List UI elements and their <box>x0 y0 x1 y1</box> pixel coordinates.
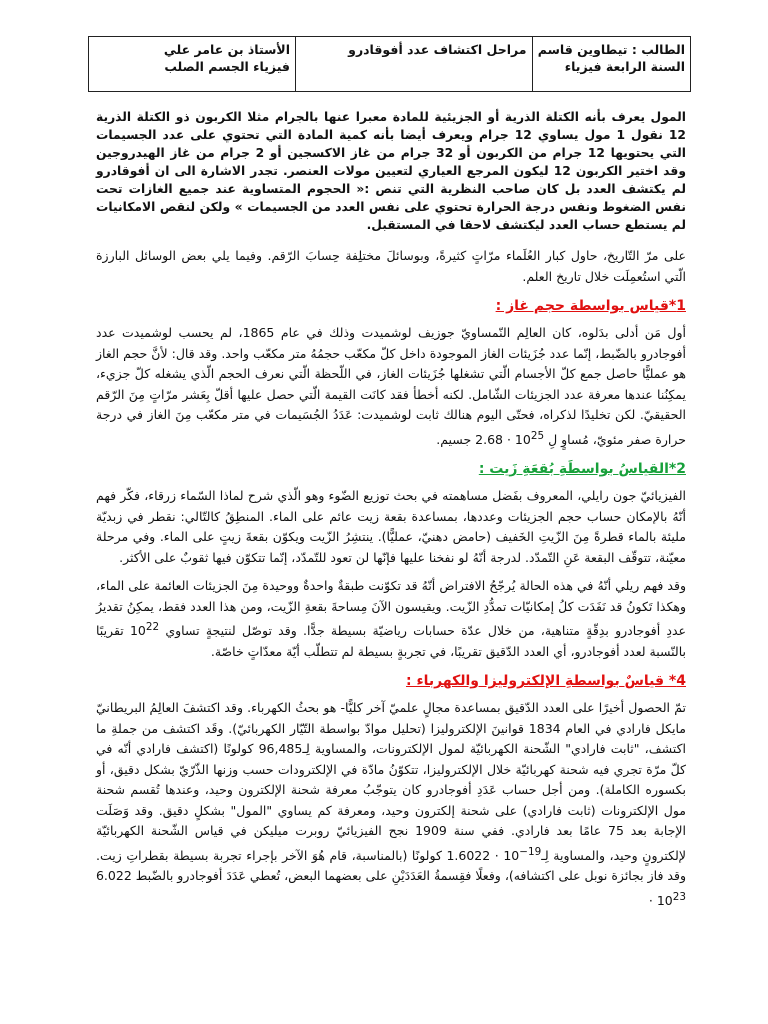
section-2-paragraph-1: الفيزيائيّ جون رايلي، المعروف بفَضل مساهمته في بحث توزيع الضّوء وهو الّذي شرح لماذا السّماء زرقاء، فكّر فهم أنّهُ بالإمكان حساب حجم الجزيئات وعددها، بمساعدة بقعة زيت عائم على الماء. المنطِقُ كالتّالي: نقطر في زبديّة مليئة بالماء قطرةً مِنَ الزّيتِ الخَفيف (حامض دهنيّ، عمليًّا). ينتشِرُ الزّيت ويكوّن بقعةَ زيتٍ على الماء. وفي مرحلة معيّنة، تتوقّف البقعة عَنِ التّمدّد. لدرجة أنّهُ لو نفخنا عليها فإنّها لن تعود للتّمدّد، إنّما تتكوّن فيها ثقوبٌ على الأكثر. <box>96 488 686 565</box>
loschmidt-exponent: 25 <box>530 429 545 442</box>
avogadro-exponent: 23 <box>672 890 686 903</box>
document-body <box>96 108 686 920</box>
topic-title: مراحل اكتشاف عدد أفوقادرو <box>348 42 527 57</box>
loschmidt-value: $2.68 \cdot 10^{25}$ <box>475 429 545 447</box>
section-2-text: وقد فهم ريلي أنّهُ في هذه الحالة يُرجّحُ الافتراض أنّهُ قد تكوّنت طبقةٌ واحدةٌ ووحيدة مِنَ الجزيئات العائمة على الماء، وهكذا تَكونُ قد نَفَدَت كلُ إمكانيّات تمدُّدِ الزّيت. ويقيسون الآنَ مِساحةَ بقعةِ الزّيت، ومن هذا العدد فقط، يمكِنُ تقديرُ عددِ أفوجادرو بدِقّةٍ متناهية، من خلال عدّة حسابات رياضيّة بسيطة جدًّا. وقد توصّل لنتيجةٍ تساوي <box>96 578 686 639</box>
section-1-text-end: جسيم. <box>436 431 476 447</box>
section-2-paragraph-2 <box>96 576 686 662</box>
section-1-heading: 1*قياس بواسطة حجم غاز : <box>495 298 686 314</box>
rayleigh-value: $10^{22}$ <box>129 621 160 639</box>
teacher-subject: فيزياء الجسم الصلب <box>164 59 290 74</box>
teacher-info-cell <box>89 37 296 92</box>
student-info-cell <box>532 37 690 92</box>
section-4-text: تمّ الحصول أخيرًا على العدد الدّقيق بمساعدة مجالٍ علميّ آخر كليًّا- هو بحثُ الكهرباء. وقد اكتشفَ العالِمُ البريطانيّ مايكل فارادي في العام 1834 قوانينَ الإلكتروليزا (تحليل موادّ بواسطة التّيّار الكهربائيّ). وقَد اكتشف من جملةِ ما اكتشف، "ثابت فارادي" الشّحنة الكهربائيّة لمول الإلكترونات، والمساوية لِـ96,485 كولونًا (اكتشف فارادي أنّه في كلّ مرّة تجري فيه شحنة كهربائيّة خلال الإلكتروليزا، تتكوّنُ مادّة في الإلكترودات حسب وزنها الذّرّيّ بشكل دقيق، أو بكسوره الكاملة). ومن أجل حساب عَدَدِ أفوجادرو كان يتوجّبُ معرفة شحنة الإلكترون وحيد، وعندها تُقسم شحنة مول الإلكترونات (ثابت فارادي) على شحنة إلكترون وحيد، ومعرفة كم يساوي "المول" بشكلٍ دقيق. وقد وَصَلَت الإجابة بعد 75 عامًا بعد فارادي. ففي سنة 1909 نجح الفيزيائيّ روبرت ميليكن في قياس الشّحنة الكهربائيّة لإلكترونٍ وحيد، والمساوية لِـ <box>96 700 687 863</box>
electron-charge-value: $1.6022 \cdot 10^{-19}$ <box>446 845 542 863</box>
teacher-name: الأستاذ بن عامر علي <box>163 42 290 57</box>
intro-paragraph: المول يعرف بأنه الكتلة الذرية أو الجزيئية للمادة معبرا عنها بالجرام مثلا الكربون ذو الكتلة الذرية 12 نقول 1 مول يساوي 12 جرام ويعرف أيضا بأنه كمية المادة التي تحتوي على عدد الجسيمات التي يحتويها 12 جرام من الكربون أو 32 جرام من غاز الاكسجين أو 2 جرام من غاز الهيدروجين وقد اختير الكربون 12 ليكون المرجع العياري لتعيين مولات العنصر. تجدر الاشارة الى ان أفوقادرو لم يكتشف العدد بل كان صاحب النظرية التي تنص :« الحجوم المتساوية عند جميع الغازات تحت نفس الضغوط ونفس درجة الحرارة تحتوي على نفس العدد من الجسيمات » ولكن لنقص الامكانيات لم يستطع حساب العدد ليكتشف لاحقا في المستقبل. <box>96 110 687 232</box>
student-label: الطالب : <box>631 42 685 57</box>
student-level: السنة الرابعة فيزياء <box>564 59 685 74</box>
section-4-text-middle: كولونًا (بالمناسبة، قام هُوَ الآخر بإجراء تجربة بسيطة بقطراتِ زيت. وقد فاز بجائزة نوبل على اكتشافه)، وفعلًا فقِسمةُ العَدَدَيْنِ على بعضهما البعض، تُعطي عَدَدَ أفوجادرو بالضّبط <box>96 847 686 884</box>
avogadro-value: $6.022 \cdot 10^{23}$ <box>95 868 686 909</box>
section-2-text-end: تقريبًا بالنّسبة لعدد أفوجادرو، أي العدد الدّقيق تقريبًا، في تجربةٍ بسيطة لم تتطلّب أيّة معدّاتٍ خاصّة. <box>96 623 686 659</box>
header-table <box>88 36 691 92</box>
section-4-heading: 4* قياسٌ بواسطةِ الإلكتروليزا والكهرباء : <box>406 673 686 690</box>
rayleigh-exponent: 22 <box>145 621 160 634</box>
history-paragraph: على مرّ التّاريخ، حاول كبار العُلَماء مرّاتٍ كثيرةً، وبوسائلَ مختلِفة حِسابَ الرّقم. وفيما يلي بعض الوسائل البارزة الّتي استُعمِلَت خلال تاريخ العلم. <box>96 248 686 284</box>
section-2-heading: 2*القياسُ بواسطَةِ بُقعَةِ زَيت : <box>478 461 686 478</box>
student-name: تيطاوين قاسم <box>537 42 628 57</box>
section-1-paragraph <box>96 323 686 450</box>
section-1-text: أول مَن أدلى بدَلوه، كان العالِم النّمساويّ جوزيف لوشميدت وذلك في عام 1865، لم يحسب لوشميدت عدد أفوجادرو بالضّبط، إنّما عدد جُزَيئات الغاز الموجودة داخل كلّ مكعّب حجمُهُ متر مكعّب واحد. وقد قال: لأنَّ حجم الغاز هو عمليًّا حاصل جمع كلّ الأجسام الّتي تشغلها جُزَيئات الغاز، في اللّحظة الّتي نعرف الحجم الّذي يشغله كلّ جزيء، يمكِنُنا عندها معرفة عدد الجزيئات الشّامل. لكنه أخطأ فقد كانَت القيمة الّتي حصل عليها أقلّ بِعَشر مرّاتٍ مِنَ الرّقم الحقيقيّ. لكن تخليدًا لذكراه، فحتّى اليوم هنالك ثابت لوشميدت: عَدَدُ الجُسَيمات في متر مكعّب مِنَ الغاز في درجة حرارة صفر مئويّ، مُساوٍ لِ <box>96 325 686 447</box>
topic-cell <box>296 37 533 92</box>
electron-charge-exponent: −19 <box>519 845 542 858</box>
section-4-paragraph <box>96 698 686 911</box>
student-line <box>538 41 685 58</box>
